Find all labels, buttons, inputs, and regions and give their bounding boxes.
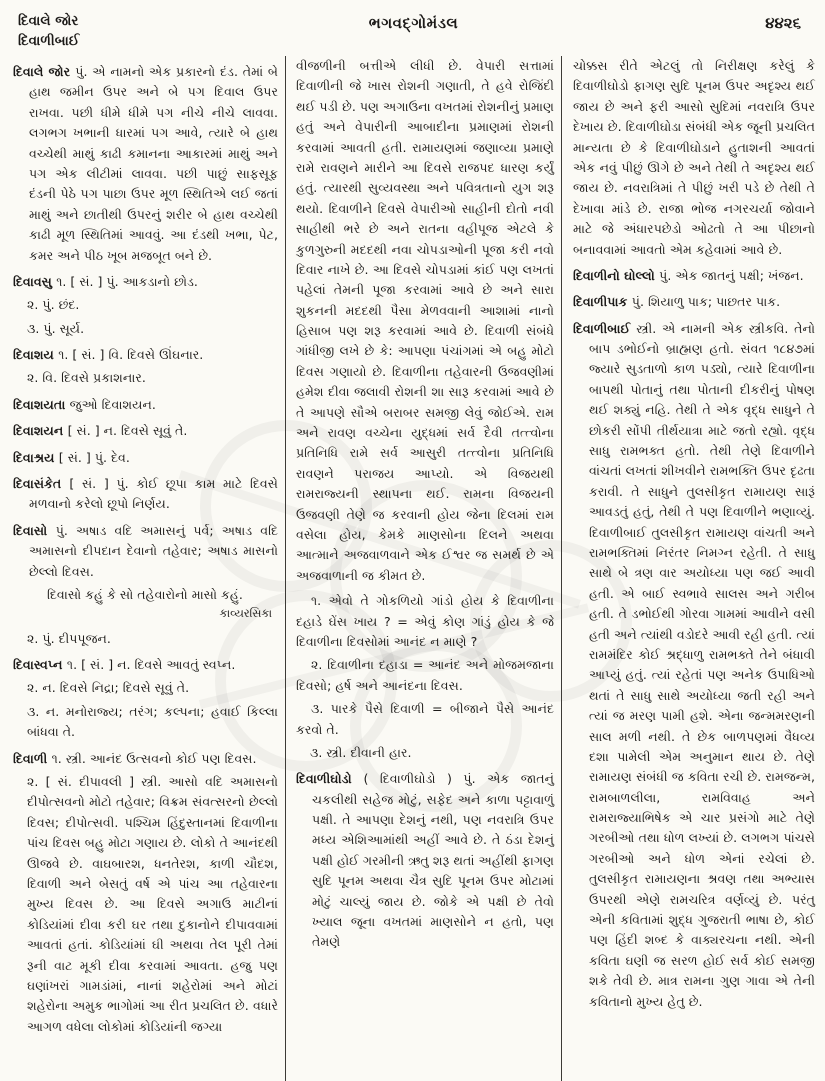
headword: દિવાવસુ (13, 273, 57, 289)
sense-block: ૨. [ સં. દીપાવલી ] સ્ત્રી. આસો વદિ અમાસનો દીપોત્સવનો મોટો તહેવાર; વિક્રમ સંવત્સરનો છેલ્લો દિવસ; દીપોત્સવી. પશ્ચિમ હિંદુસ્તાનમાં દિવાળીના પાંચ દિવસ બહુ મોટા ગણાય છે. લોકો તે આનંદથી ઊજવે છે. વાઘબારશ, ધનતેરશ, કાળી ચૌદશ, દિવાળી અને બેસતું વર્ષ એ પાંચ આ તહેવારના મુખ્ય દિવસ છે. આ દિવસે અગાઉ માટીનાં કોડિયાંમાં દીવા કરી ઘર તથા દુકાનોને દીપાવવામાં આવતાં હતાં. કોડિયાંમાં ઘી અથવા તેલ પૂરી તેમાં રૂની વાટ મૂકી દીવા કરવામાં આવતા. હજુ પણ ઘણાંખરાં ગામડાંમાં, નાનાં શહેરોમાં અને મોટાં શહેરોના અમુક ભાગોમાં આ રીત પ્રચલિત છે. વધારે આગળ વધેલા લોકોમાં કોડિયાંની જગ્યા (27, 774, 278, 1034)
headword: દિવાશય (13, 347, 59, 363)
page-header (12, 12, 815, 54)
column-middle (285, 56, 561, 1081)
dictionary-entry: દિવાવસુ ૧. [ સં. ] પું. આકડાનો છોડ. (13, 273, 198, 289)
dictionary-entry: દિવાશ્રય [ સં. ] પું. દેવ. (13, 449, 130, 465)
headword: દિવાસંકેત (13, 476, 70, 492)
dictionary-entry: દિવાશયતા જુઓ દિવાશયન. (13, 396, 156, 412)
dictionary-entry: દિવાસો પું. અષાડ વદિ અમાસનું પર્વ; અષાડ વદિ અમાસનો દીપદાન દેવાનો તહેવાર; અષાડ માસનો છેલ્લો દિવસ. (13, 522, 278, 579)
sense-block: ૨. પું. દીપપૂજન. (27, 630, 111, 646)
dictionary-entry: દિવાસંકેત [ સં. ] પું. કોઈ છૂપા કામ માટે દિવસે મળવાનો કરેલો છૂપો નિર્ણય. (13, 476, 278, 512)
headword: દિવાળીબાઈ (573, 320, 637, 336)
guide-word-bottom: દિવાળીબાઈ (18, 32, 80, 49)
column-left (10, 56, 285, 1081)
headword: દિવાળી (13, 750, 52, 766)
headword: દિવાળીપાક (573, 294, 632, 310)
page-number: ૪૪૨૬ (765, 14, 801, 32)
idiom-block: ૨. દિવાળીના દહાડા = આનંદ અને મોજમજાના દિવસો; હર્ષ અને આનંદના દિવસ. (296, 657, 554, 693)
dictionary-entry: દિવાળીબાઈ સ્ત્રી. એ નામની એક સ્ત્રીકવિ. તેનો બાપ ડભોઈનો બ્રાહ્મણ હતો. સંવત ૧૮૪૭માં જ્યારે સુડતાળો કાળ પડ્યો, ત્યારે દિવાળીના બાપથી પોતાનું તથા પોતાની દીકરીનું પોષણ થઈ શક્યું નહિ. તેથી તે એક વૃદ્ધ સાધુને તે છોકરી સોંપી તીર્થયાત્રા માટે જતો રહ્યો. વૃદ્ધ સાધુ રામભક્ત હતો. તેથી તેણે દિવાળીને વાંચતાં લખતાં શીખવીને રામભક્તિ ઉપર દૃઢતા કરાવી. તે સાધુને તુલસીકૃત રામાયણ સારૂં આવડતું હતું, તેથી તે પણ દિવાળીને ભણાવ્યું. દિવાળીબાઈ તુલસીકૃત રામાયણ વાંચતી અને રામભક્તિમાં નિરંતર નિમગ્ન રહેતી. તે સાધુ સાથે બે ત્રણ વાર અયોધ્યા પણ જઈ આવી હતી. એ બાઈ સ્વભાવે સાલસ અને ગરીબ હતી. તે ડભોઈથી ગોરવા ગામમાં આવીને વસી હતી અને ત્યાંથી વડોદરે આવી રહી હતી. ત્યાં રામમંદિર કોઈ શ્રદ્ધાળુ રામભક્તે તેને બંધાવી આપ્યું હતું. ત્યાં રહેતાં પણ અનેક ઉપાધિઓ થતાં તે સાધુ સાથે અયોધ્યા જતી રહી અને ત્યાં જ મરણ પામી હશે. એના જન્મમરણની સાલ મળી નથી. તે છેક બાળપણમાં વૈધવ્ય દશા પામેલી એમ અનુમાન થાય છે. તેણે રામાયણ સંબંધી જ કવિતા રચી છે. રામજન્મ, રામબાળલીલા, રામવિવાહ અને રામરાજ્યાભિષેક એ ચાર પ્રસંગો માટે તેણે ગરબીઓ તથા ધોળ લખ્યાં છે. લગભગ પાંચસે ગરબીઓ અને ધોળ એનાં રચેલાં છે. તુલસીકૃત રામાયણના શ્રવણ તથા અભ્યાસ ઉપરથી એણે રામચરિત્ર વર્ણવ્યું છે. પરંતુ એની કવિતામાં શુદ્ધ ગુજરાતી ભાષા છે, કોઈ પણ હિંદી શબ્દ કે વાક્યરચના નથી. એની કવિતા ઘણી જ સરળ હોઈ સર્વ કોઈ સમજી શકે તેવી છે. માત્ર રામના ગુણ ગાવા એ તેની કવિતાનો મુખ્ય હેતુ છે. (573, 320, 815, 1009)
sense-block: ૨. ન. દિવસે નિદ્રા; દિવસે સૂવું તે. (27, 680, 190, 696)
quote-block: દિવાસો કહું કે સો તહેવારોનો માસો કહું. (47, 586, 243, 602)
para-block: ચોક્કસ રીતે એટલું તો નિરીક્ષણ કરેલું કે દિવાળીઘોડો ફાગણ સુદિ પૂનમ ઉપર અદૃશ્ય થઈ જાય છે અને ફરી આસો સુદિમાં નવરાત્રિ ઉપર દેખાય છે. દિવાળીઘોડા સંબંધી એક જૂની પ્રચલિત માન્યતા છે કે દિવાળીઘોડાને હુતાશની આવતાં એક નવું પીછું ઊગે છે અને તેથી તે અદૃશ્ય થઈ જાય છે. નવરાત્રિમાં તે પીછું ખરી પડે છે તેથી તે દેખાવા માંડે છે. રાજા ભોજ નગરચર્યા જોવાને માટે જે અંધારપછેડો ઓઢતો તે આ પીછાનો બનાવવામાં આવતો એમ કહેવામાં આવે છે. (573, 58, 815, 257)
dictionary-entry: દિવાળીપાક પું. શિયાળુ પાક; પાછતર પાક. (573, 294, 781, 310)
dictionary-entry: દિવાલે જોર પું. એ નામનો એક પ્રકારનો દંડ. તેમાં બે હાથ જમીન ઉપર અને બે પગ દિવાલ ઉપર રાખવા. પછી ધીમે ધીમે પગ નીચે નીચે લાવવા. લગભગ ખભાની ધારમાં પગ આવે, ત્યારે બે હાથ વચ્ચેથી માથું કાઢી કમાનના આકારમાં માથું અને પગ એક લીટીમાં લાવવા. પછી પાછું સાફસૂફ દંડની પેઠે પગ પાછા ઉપર મૂળ સ્થિતિએ લઈ જતાં માથું અને છાતીથી ઉપરનું શરીર બે હાથ વચ્ચેથી કાઢી મૂળ સ્થિતિમાં આવવું. આ દંડથી ખભા, પેટ, કમર અને પીઠ ખૂબ મજબૂત બને છે. (13, 64, 278, 263)
headword: દિવાલે જોર (13, 64, 76, 79)
para-block: વીજળીની બત્તીએ લીધી છે. વેપારી સત્તામાં દિવાળીની જે ખાસ રોશની ગણાતી, તે હવે રોજિંદી થઈ પડી છે. પણ અગાઉના વખતમાં રોશનીનું પ્રમાણ હતું અને વેપારીની આબાદીના પ્રમાણમાં રોશની કરવામાં આવતી હતી. રામાયણમાં જણાવ્યા પ્રમાણે રામે રાવણને મારીને આ દિવસે રાજપદ ધારણ કર્યું હતું. ત્યારથી સુવ્યવસ્થા અને પવિત્રતાનો યુગ શરૂ થયો. દિવાળીને દિવસે વેપારીઓ સાહીની દોતો નવી સાહીથી ભરે છે અને રાતના વહીપૂજ એટલે કે કુળગુરુની મદદથી નવા ચોપડાઓની પૂજા કરી નવો દિવાર નાખે છે. આ દિવસે ચોપડામાં કાંઈ પણ લખતાં પહેલાં તેમની પૂજા કરવામાં આવે છે અને સારા શુકનની મદદથી પૈસા મેળવવાની આશામાં નાનો હિસાબ પણ શરૂ કરવામાં આવે છે. દિવાળી સંબંધે ગાંધીજી લખે છે કે: આપણા પંચાંગમાં એ બહુ મોટો દિવસ ગણાયો છે. દિવાળીના તહેવારની ઉજવણીમાં હમેશ દીવા જલાવી રોશની શા સારૂ કરવામાં આવે છે તે આપણે સૌએ બરાબર સમજી લેવું જોઈએ. રામ અને રાવણ વચ્ચેના યુદ્ધમાં સર્વ દૈવી તત્ત્વોના પ્રતિનિધિ રામે સર્વ આસુરી તત્ત્વોના પ્રતિનિધિ રાવણને પરાજય આપ્યો. એ વિજયથી રામરાજ્યની સ્થાપના થઈ. રામના વિજયની ઉજવણી તેણે જ કરવાની હોય જેના દિલમાં રામ વસેલા હોય, કેમકે માણસોના દિલને અથવા આત્માને અજવાળવાને એક ઈશ્વર જ સમર્થ છે એ અજવાળાની જ કીમત છે. (296, 58, 554, 583)
idiom-block: ૧. એવો તે ગોકળિયો ગાંડો હોય કે દિવાળીના દહાડે ઘેંસ ખાય ? = એવું કોણ ગાંડું હોય કે જે દિવાળીના દિવસોમાં આનંદ ન માણે ? (296, 593, 554, 649)
headword: દિવાસો (13, 522, 56, 538)
dictionary-entry: દિવાળીઘોડો ( દિવાળીઘોડો ) પું. એક જાતનું ચકલીથી સહેજ મોટું, સફેદ અને કાળા પટ્ટાવાળું પક્ષી. તે આપણા દેશનું નથી, પણ નવરાત્રિ ઉપર મધ્ય એશિઆમાંથી અહીં આવે છે. તે ઠંડા દેશનું પક્ષી હોઈ ગરમીની ઋતુ શરૂ થતાં અહીંથી ફાગણ સુદિ પૂનમ અથવા ચૈત્ર સુદિ પૂનમ ઉપર મોટામાં મોટું ચાલ્યું જાય છે. જોકે એ પક્ષી છે તેવો ખ્યાલ જૂના વખતમાં માણસોને ન હતો, પણ તેમણે (296, 771, 555, 950)
headword: દિવાશયતા (13, 396, 70, 412)
dictionary-entry: દિવાળીનો ઘોલ્લો પું. એક જાતનું પક્ષી; ખંજન. (573, 267, 804, 283)
sense-block: ૨. વિ. દિવસે પ્રકાશનાર. (27, 370, 146, 386)
sense-block: ૩. ન. મનોરાજ્ય; તરંગ; કલ્પના; હવાઈ કિલ્લા બાંધવા તે. (27, 703, 278, 740)
dictionary-entry: દિવાસ્વપ્ન ૧. [ સં. ] ન. દિવસે આવતું સ્વપ્ન. (13, 657, 236, 673)
quote-attribution: કાવ્યરસિકા (219, 607, 272, 621)
dictionary-entry: દિવાળી ૧. સ્ત્રી. આનંદ ઉત્સવનો કોઈ પણ દિવસ. (13, 750, 257, 766)
headword: દિવાળીઘોડો (296, 771, 364, 787)
sense-block: ૩. પું. સૂર્ય. (27, 320, 85, 336)
sense-block: ૩. સ્ત્રી. દીવાની હાર. (310, 744, 412, 760)
dictionary-entry: દિવાશય ૧. [ સં. ] વિ. દિવસે ઊંઘનાર. (13, 347, 204, 363)
sense-block: ૨. પું. છંદ. (27, 297, 80, 313)
dictionary-entry: દિવાશયન [ સં. ] ન. દિવસે સૂવું તે. (13, 423, 188, 439)
page-title: ભગવદ્ગોમંડલ (368, 14, 459, 32)
headword: દિવાળીનો ઘોલ્લો (573, 267, 660, 283)
guide-word-top: દિવાલે જોર (18, 13, 79, 29)
idiom-block: ૩. પારકે પૈસે દિવાળી = બીજાને પૈસે આનંદ કરવો તે. (296, 701, 554, 737)
headword: દિવાસ્વપ્ન (13, 657, 67, 673)
text-columns (10, 56, 822, 1081)
column-right (561, 56, 822, 1081)
headword: દિવાશ્રય (13, 449, 59, 465)
headword: દિવાશયન (13, 423, 68, 439)
